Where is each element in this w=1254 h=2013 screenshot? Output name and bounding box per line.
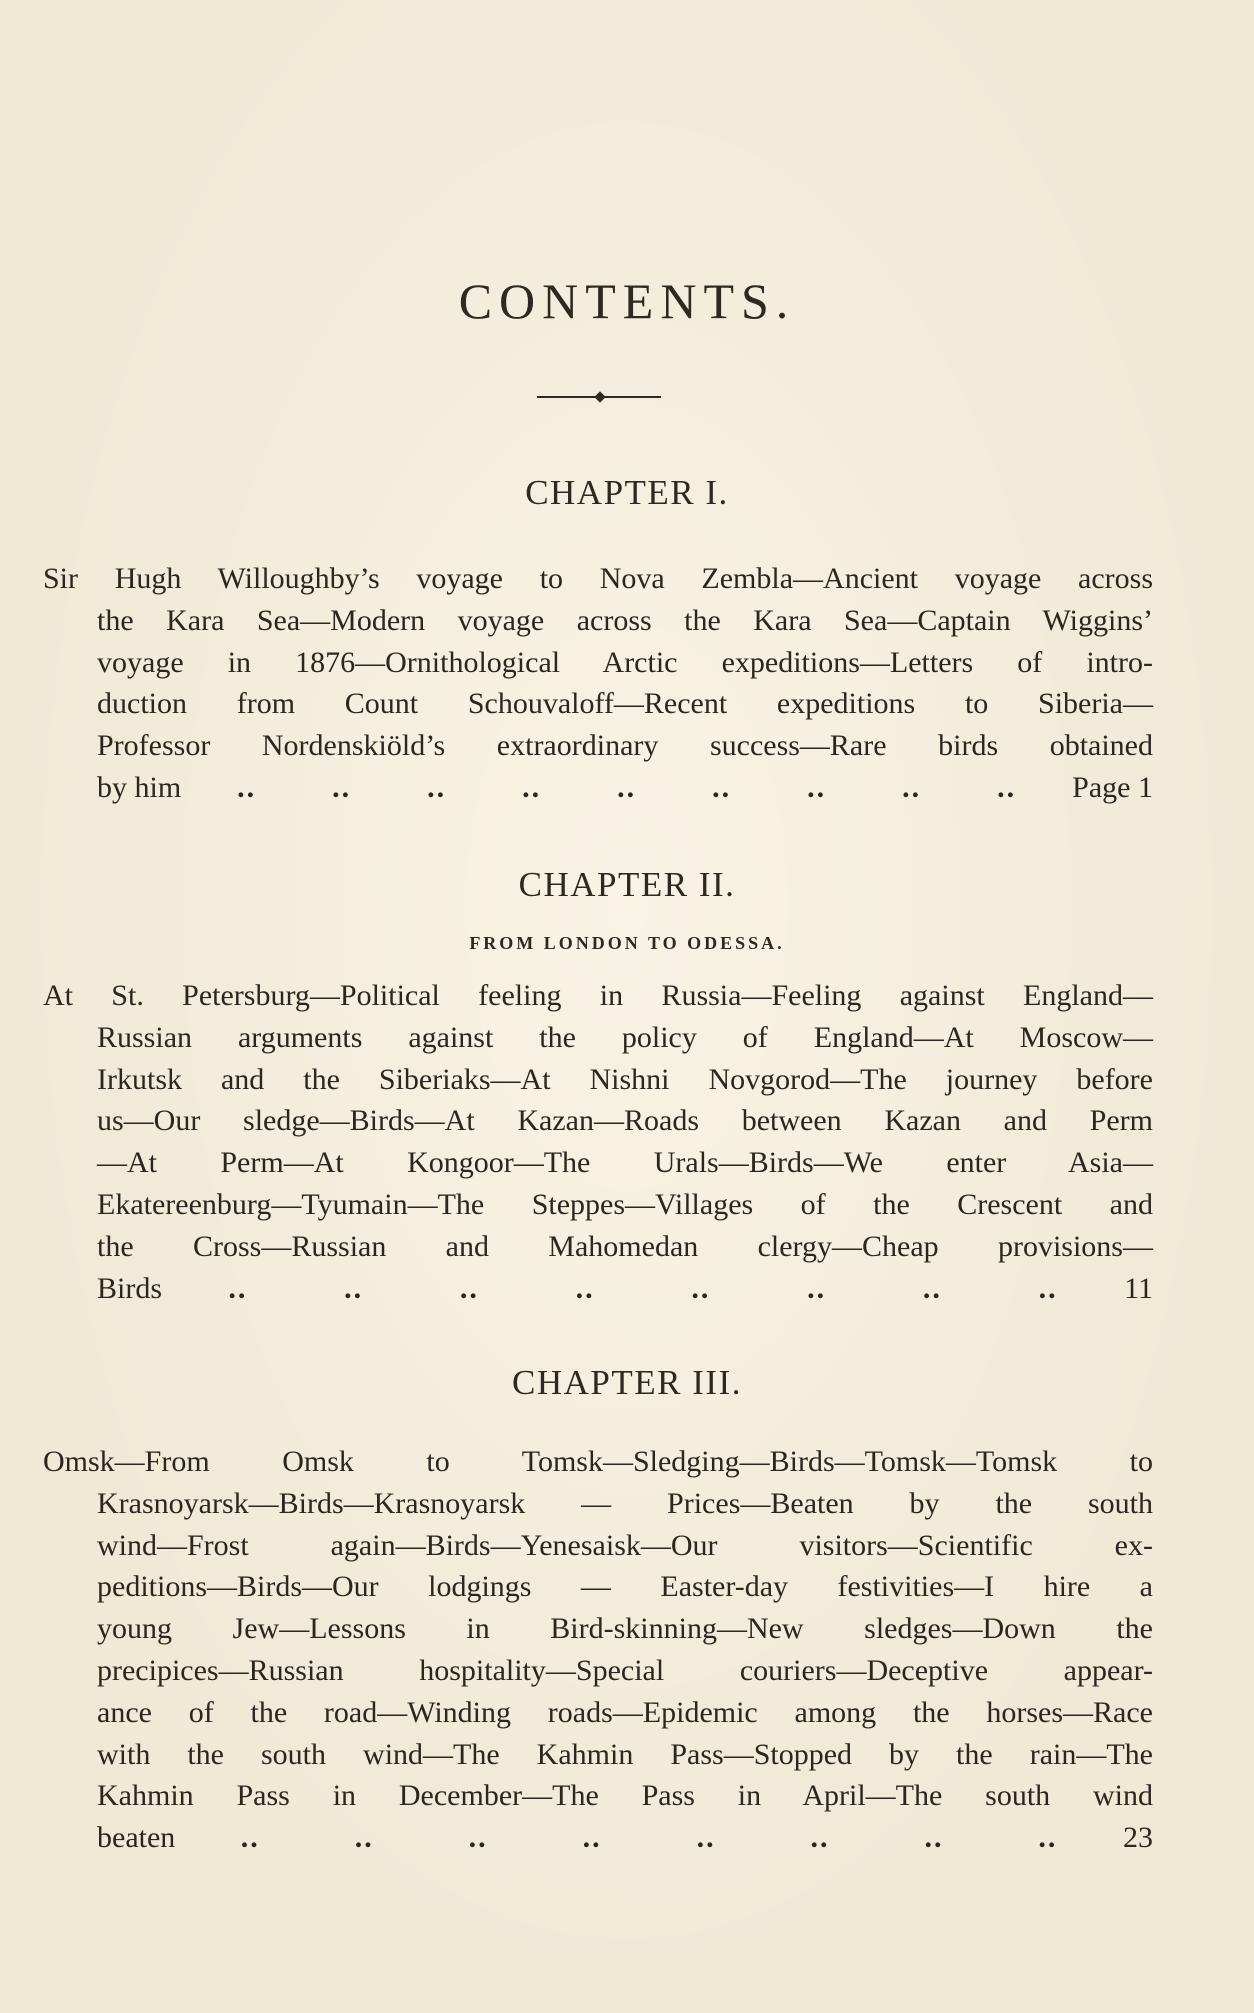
summary-line: ance of the road—Winding roads—Epidemic among the horses—Race <box>97 1695 1153 1729</box>
summary-last-line <box>43 1268 1153 1310</box>
summary-line: duction from Count Schouvaloff—Recent expeditions to Siberia— <box>97 687 1153 721</box>
summary-line: Irkutsk and the Siberiaks—At Nishni Novgorod—The journey before <box>97 1062 1153 1096</box>
summary-line: Kahmin Pass in December—The Pass in April—The south wind <box>97 1779 1153 1813</box>
summary-line: Omsk—From Omsk to Tomsk—Sledging—Birds—Tomsk—Tomsk to <box>43 1445 1153 1478</box>
summary-line: Professor Nordenskiöld’s extraordinary success—Rare birds obtained <box>97 729 1153 763</box>
summary-last-line <box>43 767 1153 809</box>
summary-line: —At Perm—At Kongoor—The Urals—Birds—We enter Asia— <box>97 1146 1153 1180</box>
title-ornament <box>537 393 661 401</box>
summary-line: young Jew—Lessons in Bird-skinning—New sledges—Down the <box>97 1612 1153 1646</box>
chapter-summary <box>43 975 1153 1309</box>
summary-line: wind—Frost again—Birds—Yenesaisk—Our visitors—Scientific ex- <box>97 1528 1153 1562</box>
page-number: 11 <box>1124 1271 1153 1305</box>
summary-line: Russian arguments against the policy of England—At Moscow— <box>97 1020 1153 1054</box>
leader-dots: .. .. .. .. .. .. .. .. .. <box>237 770 1017 804</box>
summary-line: us—Our sledge—Birds—At Kazan—Roads between Kazan and Perm <box>97 1104 1153 1138</box>
chapter-subtitle: FROM LONDON TO ODESSA. <box>469 933 785 953</box>
chapter-summary <box>43 558 1153 809</box>
summary-line: voyage in 1876—Ornithological Arctic expeditions—Letters of intro- <box>97 645 1153 679</box>
page-number: Page 1 <box>1072 770 1153 804</box>
summary-line: At St. Petersburg—Political feeling in Russia—Feeling against England— <box>43 979 1153 1012</box>
summary-line: Krasnoyarsk—Birds—Krasnoyarsk — Prices—Beaten by the south <box>97 1486 1153 1520</box>
chapter-summary <box>43 1441 1153 1859</box>
leader-dots: .. .. .. .. .. .. .. .. <box>240 1821 1058 1855</box>
summary-line: the Cross—Russian and Mahomedan clergy—Cheap provisions— <box>97 1229 1153 1263</box>
chapter-heading: CHAPTER I. <box>525 473 729 512</box>
summary-line: precipices—Russian hospitality—Special couriers—Deceptive appear- <box>97 1653 1153 1687</box>
leader-dots: .. .. .. .. .. .. .. .. <box>228 1271 1058 1305</box>
chapter-heading: CHAPTER III. <box>512 1363 742 1402</box>
chapter-heading: CHAPTER II. <box>518 865 736 904</box>
summary-line: Ekatereenburg—Tyumain—The Steppes—Villages of the Crescent and <box>97 1187 1153 1221</box>
summary-line-end: beaten <box>97 1821 176 1855</box>
page-number: 23 <box>1123 1821 1153 1855</box>
summary-line-end: Birds <box>97 1271 163 1305</box>
summary-last-line <box>43 1817 1153 1859</box>
summary-line: peditions—Birds—Our lodgings — Easter-day festivities—I hire a <box>97 1570 1153 1604</box>
ornament-diamond-icon <box>594 391 605 402</box>
page-title: CONTENTS. <box>458 273 796 329</box>
summary-line: Sir Hugh Willoughby’s voyage to Nova Zembla—Ancient voyage across <box>43 562 1153 595</box>
summary-line: the Kara Sea—Modern voyage across the Kara Sea—Captain Wiggins’ <box>97 603 1153 637</box>
summary-line: with the south wind—The Kahmin Pass—Stopped by the rain—The <box>97 1737 1153 1771</box>
summary-line-end: by him <box>97 770 182 804</box>
